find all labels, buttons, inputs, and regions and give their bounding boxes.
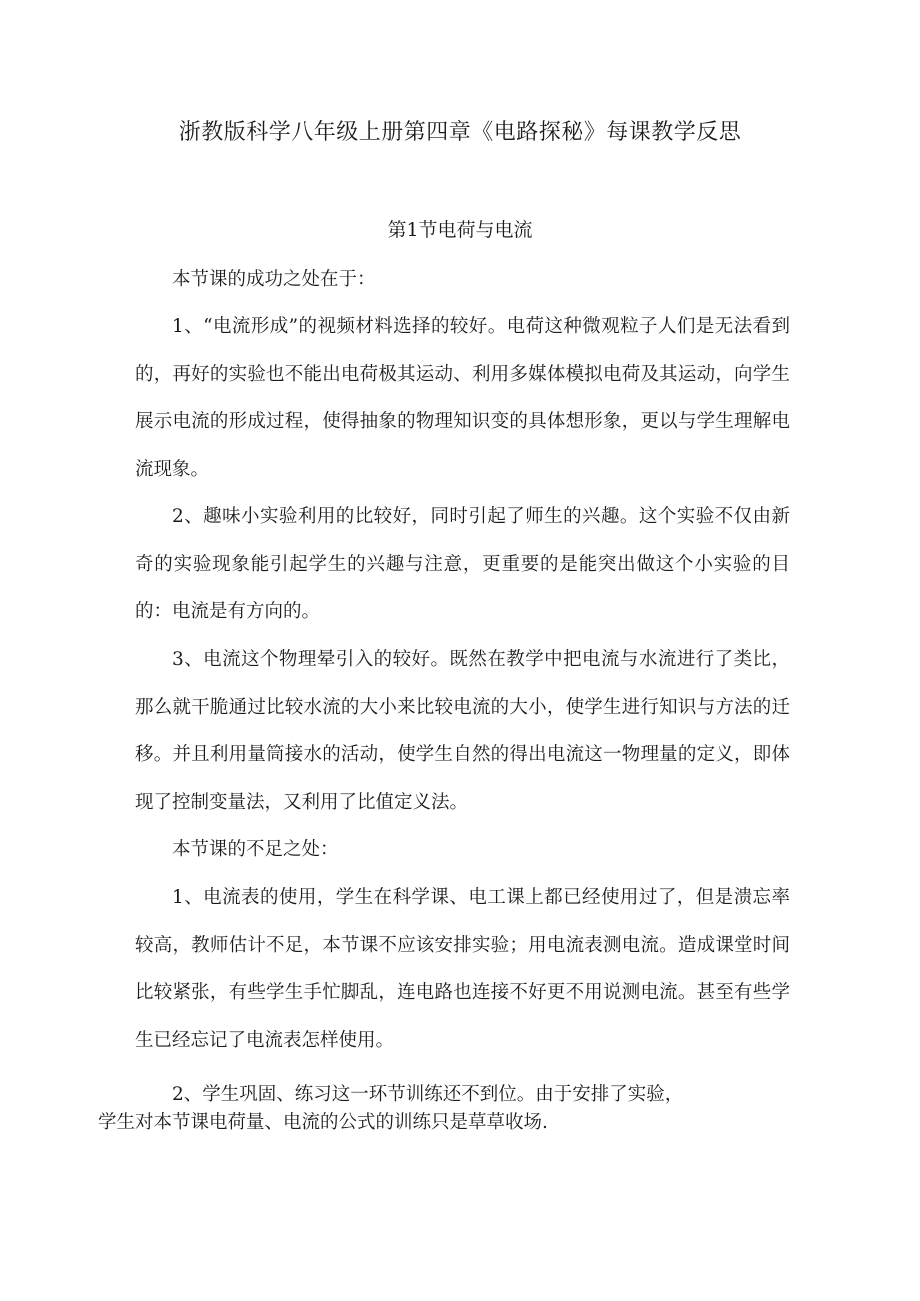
success-point-3: 3、电流这个物理晕引入的较好。既然在教学中把电流与水流进行了类比，那么就干脆通过比较水流的大小来比较电流的大小，使学生进行知识与方法的迁移。并且利用量筒接水的活动，使学生自然的得出电流这一物理量的定义，即体现了控制变量法，又利用了比值定义法。 bbox=[135, 649, 790, 813]
shortcoming-point-2-line-1: 2、学生巩固、练习这一环节训练还不到位。由于安排了实验， bbox=[172, 1084, 684, 1105]
document-title: 浙教版科学八年级上册第四章《电路探秘》每课教学反思 bbox=[178, 120, 742, 145]
success-point-1: 1、“电流形成”的视频材料选择的较好。电荷这种微观粒子人们是无法看到的，再好的实验也不能出电荷极其运动、利用多媒体模拟电荷及其运动，向学生展示电流的形成过程，使得抽象的物理知识变的具体想形象，更以与学生理解电流现象。 bbox=[135, 316, 790, 480]
shortcoming-intro: 本节课的不足之处： bbox=[172, 839, 339, 860]
shortcoming-point-1: 1、电流表的使用，学生在科学课、电工课上都已经使用过了，但是溃忘率较高，教师估计不足，本节课不应该安排实验；用电流表测电流。造成课堂时间比较紧张，有些学生手忙脚乱，连电路也连接不好更不用说测电流。甚至有些学生已经忘记了电流表怎样使用。 bbox=[135, 887, 790, 1051]
shortcoming-point-2-line-2: 学生对本节课电荷量、电流的公式的训练只是草草收场. bbox=[98, 1112, 548, 1133]
section-title: 第1节电荷与电流 bbox=[387, 219, 533, 241]
shortcoming-point-2 bbox=[98, 1081, 790, 1137]
success-point-2: 2、趣味小实验利用的比较好，同时引起了师生的兴趣。这个实验不仅由新奇的实验现象能引起学生的兴趣与注意，更重要的是能突出做这个小实验的目的：电流是有方向的。 bbox=[135, 506, 790, 622]
success-intro: 本节课的成功之处在于： bbox=[172, 269, 376, 290]
